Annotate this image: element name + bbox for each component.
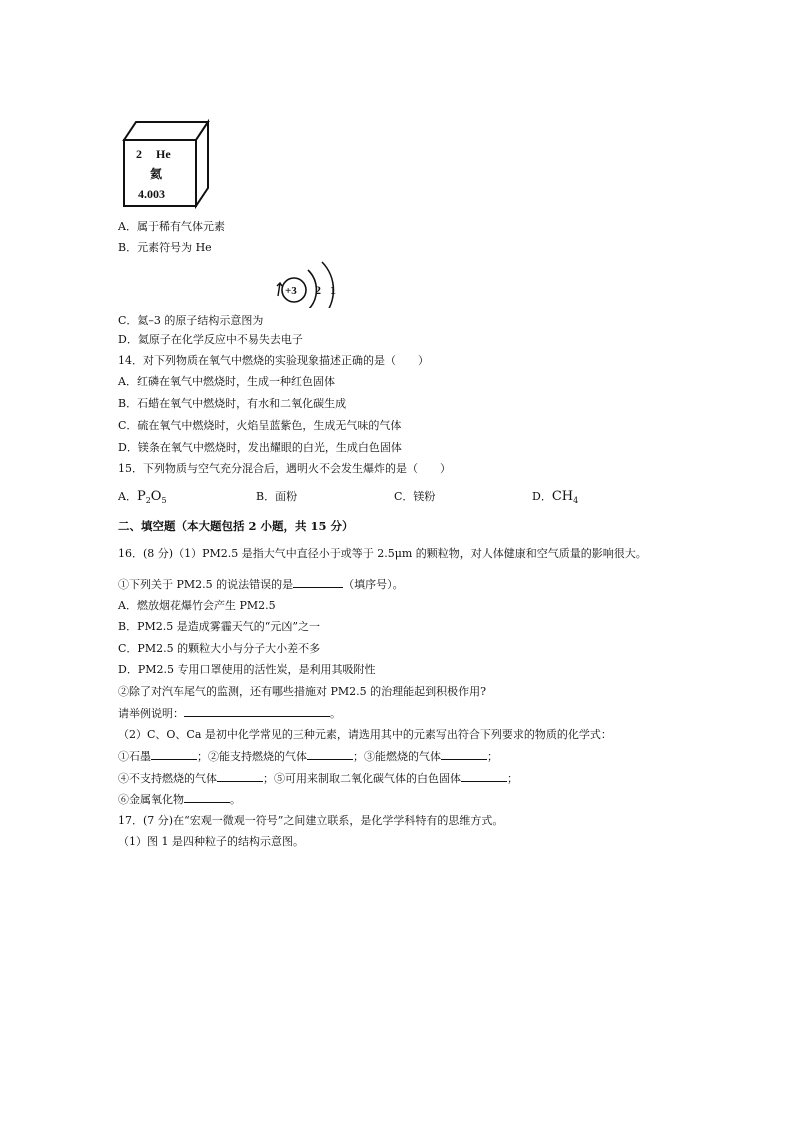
q16-option-c: C．PM2.5 的颗粒大小与分子大小差不多 (118, 642, 321, 655)
q16-part2: （2）C、O、Ca 是初中化学常见的三种元素，请选用其中的元素写出符合下列要求的物质的化学式： (118, 728, 612, 741)
q15-option-c: C．镁粉 (394, 490, 436, 503)
q16-items-row-3: ⑥金属氧化物 。 (118, 793, 241, 806)
shell-2-electrons: 1 (330, 283, 336, 297)
q14-stem: 14．对下列物质在氧气中燃烧的实验现象描述正确的是（ ） (118, 354, 429, 367)
q14-option-b: B．石蜡在氧气中燃烧时，有水和二氧化碳生成 (118, 397, 347, 410)
tile-atomic-mass: 4.003 (138, 187, 165, 201)
q15-option-b: B．面粉 (256, 490, 298, 503)
section-2-title: 二、填空题（本大题包括 2 小题，共 15 分） (118, 519, 354, 533)
shell-1-electrons: 2 (315, 283, 321, 297)
q16-items-row-2: ④不支持燃烧的气体 ；⑤可用来制取二氧化碳气体的白色固体 ； (118, 772, 518, 785)
q13-option-a: A．属于稀有气体元素 (118, 220, 225, 233)
blank-4[interactable] (217, 771, 263, 782)
blank-5[interactable] (461, 771, 507, 782)
tile-symbol: He (156, 147, 171, 161)
q16-stem: 16．(8 分)（1）PM2.5 是指大气中直径小于或等于 2.5μm 的颗粒物，对人体健康和空气质量的影响很大。 (118, 547, 647, 560)
q14-option-a: A．红磷在氧气中燃烧时，生成一种红色固体 (118, 375, 335, 388)
q13-option-d: D．氦原子在化学反应中不易失去电子 (118, 333, 303, 346)
tile-element-name: 氦 (150, 167, 163, 181)
q16-option-d: D．PM2.5 专用口罩使用的活性炭，是利用其吸附性 (118, 663, 376, 676)
q16-items-row-1: ①石墨 ；②能支持燃烧的气体 ；③能燃烧的气体 ； (118, 750, 498, 763)
blank-3[interactable] (441, 749, 487, 760)
q16-example-blank[interactable] (184, 706, 330, 717)
blank-2[interactable] (307, 749, 353, 760)
q16-sub1-blank[interactable] (293, 577, 343, 588)
q15-option-a: A．$P_2O_5$ (118, 489, 167, 505)
q14-option-c: C．硫在氧气中燃烧时，火焰呈蓝紫色，生成无气味的气体 (118, 419, 402, 432)
blank-6[interactable] (184, 792, 230, 803)
q16-example: 请举例说明： 。 (118, 707, 341, 720)
q17-stem: 17．(7 分)在“宏观一微观一符号”之间建立联系，是化学学科特有的思维方式。 (118, 814, 504, 827)
blank-1[interactable] (151, 749, 197, 760)
nucleus-charge: +3 (285, 285, 297, 297)
q16-sub1: ①下列关于 PM2.5 的说法错误的是 （填序号）。 (118, 578, 404, 591)
q16-sub2: ②除了对汽车尾气的监测，还有哪些措施对 PM2.5 的治理能起到积极作用? (118, 685, 487, 698)
atom-structure-diagram (268, 258, 352, 308)
element-tile (120, 118, 212, 210)
tile-atomic-number: 2 (136, 147, 142, 161)
q14-option-d: D．镁条在氧气中燃烧时，发出耀眼的白光，生成白色固体 (118, 441, 402, 454)
q13-option-c: C．氦–3 的原子结构示意图为 (118, 314, 264, 327)
q15-stem: 15．下列物质与空气充分混合后，遇明火不会发生爆炸的是（ ） (118, 462, 451, 475)
q13-option-b: B．元素符号为 He (118, 241, 212, 254)
q15-option-d: D．$CH_4$ (532, 489, 579, 505)
q16-option-b: B．PM2.5 是造成雾霾天气的“元凶”之一 (118, 620, 320, 633)
q16-option-a: A．燃放烟花爆竹会产生 PM2.5 (118, 599, 276, 612)
q17-sub1: （1）图 1 是四种粒子的结构示意图。 (118, 835, 304, 848)
